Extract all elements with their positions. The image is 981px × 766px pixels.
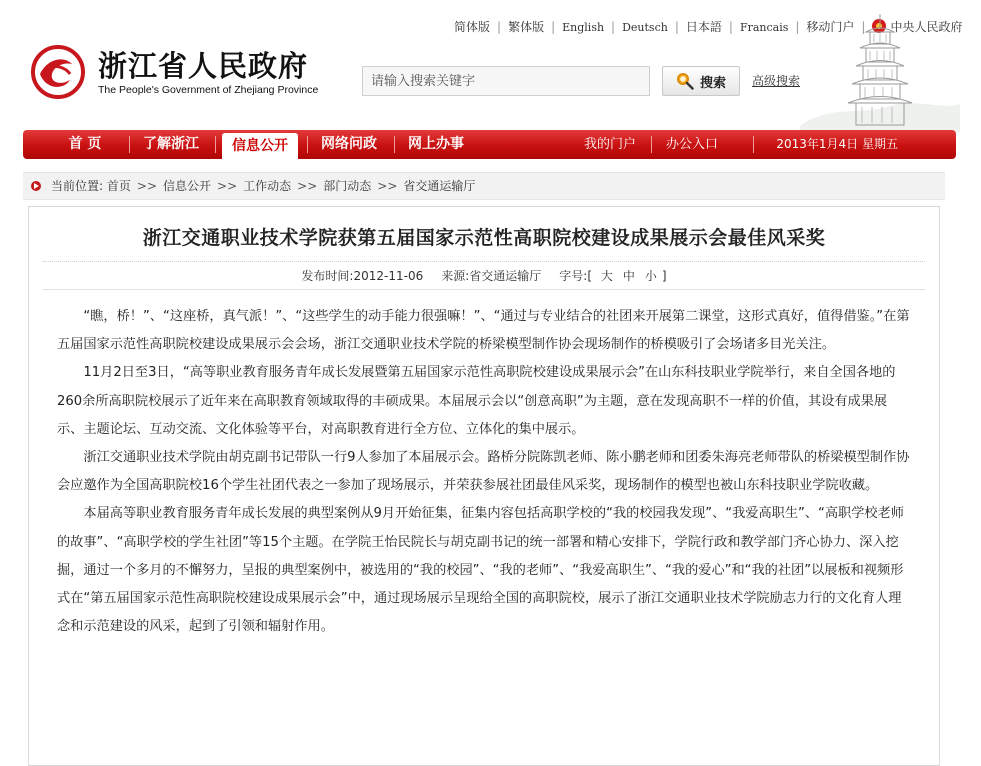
breadcrumb-label: 当前位置: xyxy=(51,179,104,193)
article-paragraph: 浙江交通职业技术学院由胡克副书记带队一行9人参加了本届展示会。路桥分院陈凯老师、陈小鹏老师和团委朱海亮老师带队的桥梁模型制作协会应邀作为全国高职院校16个学生社团代表之一参加了现场展示，并荣获参展社团最佳风采奖，现场制作的模型也被山东科技职业学院收藏。 xyxy=(57,450,910,494)
separator: | xyxy=(861,20,866,34)
publish-label: 发布时间: xyxy=(301,269,354,283)
article-paragraph: 本届高等职业教育服务青年成长发展的典型案例从9月开始征集，征集内容包括高职学校的“我的校园我发现”、“我爱高职生”、“高职学校老师的故事”、“高职学校的学生社团”等15个主题。在学院王怡民院长与胡克副书记的统一部署和精心安排下，学院行政和教学部门齐心协力、深入挖掘，通过一个多月的不懈努力，呈报的典型案例中，被选用的“我的校园”、“我的老师”、“我爱高职生”、“我的爱心”和“我的社团”以展板和视频形式在“第五届国家示范性高职院校建设成果展示会”中，通过现场展示呈现给全国的高职院校，展示了浙江交通职业技术学院励志力行的文化育人理念和示范建设的风采，起到了引领和辐射作用。 xyxy=(57,506,904,635)
site-title[interactable]: 浙江省人民政府 xyxy=(98,49,309,83)
separator: | xyxy=(551,20,556,34)
divider xyxy=(43,261,925,262)
article-title: 浙江交通职业技术学院获第五届国家示范性高职院校建设成果展示会最佳风采奖 xyxy=(142,227,826,249)
nav-information-disclosure[interactable]: 信息公开 xyxy=(222,133,298,159)
separator: | xyxy=(497,20,502,34)
nav-separator xyxy=(394,136,395,153)
location-arrow-icon xyxy=(31,181,41,191)
nav-separator xyxy=(129,136,130,153)
nav-separator xyxy=(307,136,308,153)
source-value: 省交通运输厅 xyxy=(469,269,542,283)
nav-separator xyxy=(215,136,216,153)
link-french[interactable]: Francais xyxy=(739,21,789,34)
search-icon xyxy=(676,72,694,90)
nav-home[interactable]: 首 页 xyxy=(68,136,102,152)
link-traditional[interactable]: 繁体版 xyxy=(508,20,545,34)
separator: | xyxy=(795,20,800,34)
nav-my-portal[interactable]: 我的门户 xyxy=(584,137,637,152)
separator: | xyxy=(728,20,733,34)
separator: | xyxy=(674,20,679,34)
font-size-large[interactable]: 大 xyxy=(600,269,613,283)
nav-online-services[interactable]: 网上办事 xyxy=(408,136,464,152)
search-button[interactable] xyxy=(662,66,740,96)
divider xyxy=(43,289,925,290)
nav-separator xyxy=(753,136,754,153)
breadcrumb-department-updates[interactable]: 部门动态 xyxy=(323,179,372,193)
breadcrumb-separator: >> xyxy=(377,179,398,193)
font-size-medium[interactable]: 中 xyxy=(622,269,635,283)
search-input[interactable] xyxy=(362,66,650,96)
link-english[interactable]: English xyxy=(562,21,605,34)
province-logo-icon[interactable] xyxy=(30,44,86,100)
separator: | xyxy=(611,20,616,34)
breadcrumb xyxy=(23,172,945,200)
pagoda-illustration xyxy=(800,8,963,132)
source-label: 来源: xyxy=(441,269,470,283)
link-central-government[interactable]: 中央人民政府 xyxy=(890,20,963,34)
main-nav xyxy=(23,130,956,159)
breadcrumb-separator: >> xyxy=(217,179,238,193)
breadcrumb-separator: >> xyxy=(297,179,318,193)
link-japanese[interactable]: 日本語 xyxy=(685,20,722,34)
breadcrumb-transport-department[interactable]: 省交通运输厅 xyxy=(403,179,476,193)
font-size-small[interactable]: 小 xyxy=(644,269,657,283)
breadcrumb-work-updates[interactable]: 工作动态 xyxy=(243,179,292,193)
link-german[interactable]: Deutsch xyxy=(622,21,668,34)
article-meta: 发布时间:2012-11-06 来源:省交通运输厅 字号:[ 大 中 小 ] xyxy=(301,269,667,283)
advanced-search-link[interactable]: 高级搜索 xyxy=(752,74,801,88)
link-mobile[interactable]: 移动门户 xyxy=(806,20,855,34)
publish-date: 2012-11-06 xyxy=(353,269,424,283)
article-paragraph: 11月2日至3日，“高等职业教育服务青年成长发展暨第五届国家示范性高职院校建设成果展示会”在山东科技职业学院举行，来自全国各地的260余所高职院校展示了近年来在高职教育领域取得的丰硕成果。本届展示会以“创意高职”为主题，意在发现高职不一样的价值，其设有成果展示、主题论坛、互动交流、文化体验等平台，对高职教育进行全方位、立体化的集中展示。 xyxy=(57,365,896,437)
site-subtitle: The People's Government of Zhejiang Province xyxy=(98,84,319,96)
article-panel xyxy=(28,206,940,766)
nav-separator xyxy=(651,136,652,153)
search-button-label: 搜索 xyxy=(699,75,726,91)
breadcrumb-separator: >> xyxy=(136,179,157,193)
breadcrumb-information-disclosure[interactable]: 信息公开 xyxy=(163,179,212,193)
nav-online-inquiry[interactable]: 网络问政 xyxy=(321,136,377,152)
article-paragraph: “瞧，桥！”、“这座桥，真气派！”、“这些学生的动手能力很强嘛！”、“通过与专业结合的社团来开展第二课堂，这形式真好，值得借鉴。”在第五届国家示范性高职院校建设成果展示会会场，浙江交通职业技术学院的桥梁模型制作协会现场制作的桥模吸引了会场诸多目光关注。 xyxy=(57,309,910,353)
nav-office-entry[interactable]: 办公入口 xyxy=(666,137,719,152)
breadcrumb-home[interactable]: 首页 xyxy=(106,179,131,193)
nav-about-zhejiang[interactable]: 了解浙江 xyxy=(143,136,199,152)
current-date: 2013年1月4日 星期五 xyxy=(776,137,898,151)
link-simplified[interactable]: 简体版 xyxy=(454,20,491,34)
font-size-label: 字号: xyxy=(559,269,588,283)
article-body xyxy=(57,303,911,641)
